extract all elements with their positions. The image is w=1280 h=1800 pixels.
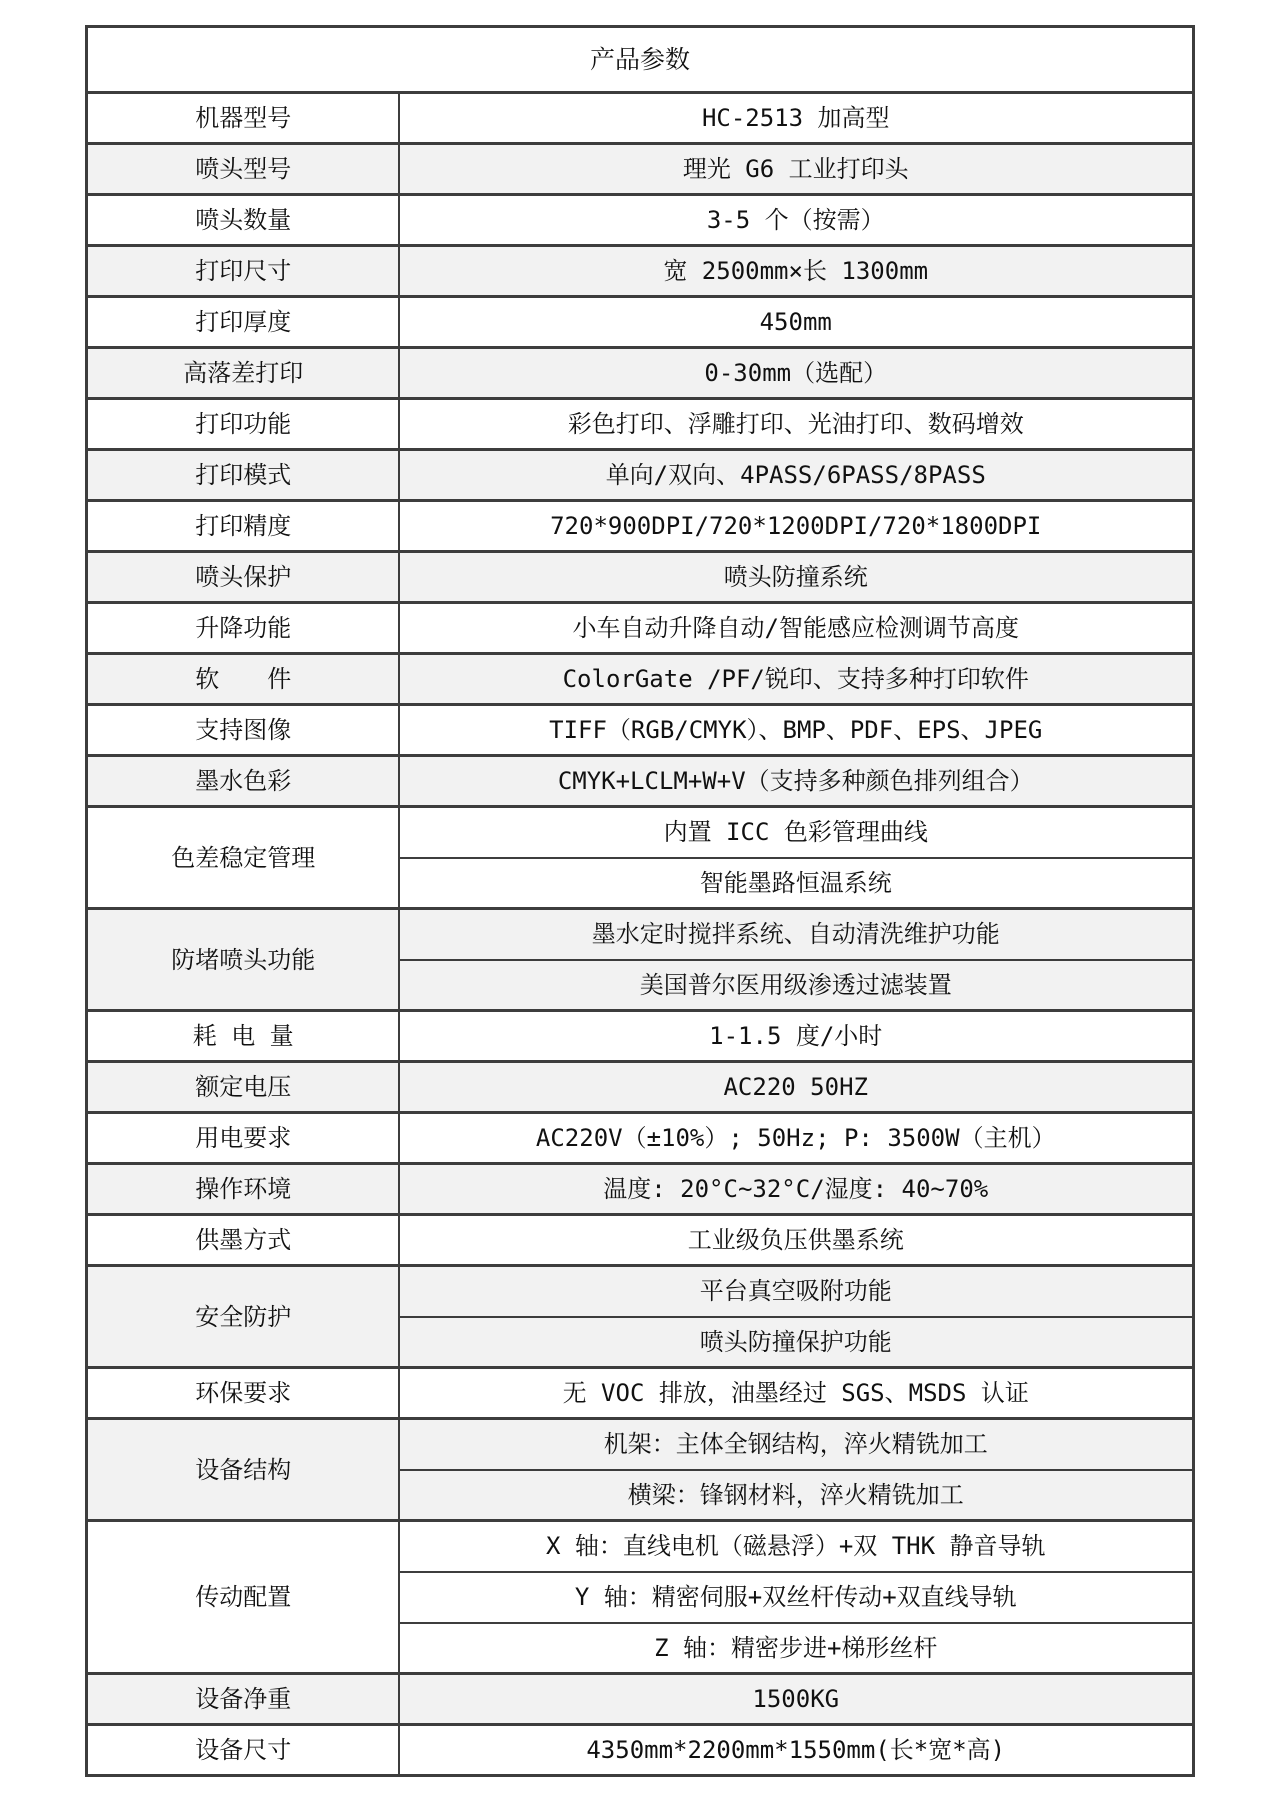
spec-value-cell: HC-2513 加高型 bbox=[399, 93, 1193, 144]
spec-label-cell: 用电要求 bbox=[87, 1113, 399, 1164]
spec-row bbox=[87, 450, 1193, 501]
spec-row bbox=[87, 807, 1193, 858]
table-header-row bbox=[87, 27, 1193, 93]
spec-row bbox=[87, 297, 1193, 348]
spec-label-cell: 墨水色彩 bbox=[87, 756, 399, 807]
spec-row bbox=[87, 1521, 1193, 1572]
spec-label-cell: 支持图像 bbox=[87, 705, 399, 756]
spec-label-cell: 设备结构 bbox=[87, 1419, 399, 1521]
spec-row bbox=[87, 195, 1193, 246]
spec-row bbox=[87, 756, 1193, 807]
product-spec-table bbox=[85, 25, 1194, 1777]
spec-value-cell: X 轴：直线电机（磁悬浮）+双 THK 静音导轨 bbox=[399, 1521, 1193, 1572]
spec-label-cell: 喷头数量 bbox=[87, 195, 399, 246]
spec-label-cell: 操作环境 bbox=[87, 1164, 399, 1215]
spec-value-cell: 宽 2500mm×长 1300mm bbox=[399, 246, 1193, 297]
spec-label-cell: 打印精度 bbox=[87, 501, 399, 552]
spec-value-cell: 450mm bbox=[399, 297, 1193, 348]
spec-value-cell: 1500KG bbox=[399, 1674, 1193, 1725]
spec-table-body bbox=[87, 93, 1193, 1776]
spec-label-cell: 打印功能 bbox=[87, 399, 399, 450]
spec-value-cell: 小车自动升降自动/智能感应检测调节高度 bbox=[399, 603, 1193, 654]
spec-value-cell: TIFF（RGB/CMYK）、BMP、PDF、EPS、JPEG bbox=[399, 705, 1193, 756]
spec-row bbox=[87, 1266, 1193, 1317]
spec-label-cell: 打印厚度 bbox=[87, 297, 399, 348]
spec-value-cell: 3-5 个（按需） bbox=[399, 195, 1193, 246]
spec-row bbox=[87, 1062, 1193, 1113]
spec-row bbox=[87, 1215, 1193, 1266]
spec-row bbox=[87, 246, 1193, 297]
spec-row bbox=[87, 1011, 1193, 1062]
spec-row bbox=[87, 705, 1193, 756]
spec-label-cell: 安全防护 bbox=[87, 1266, 399, 1368]
spec-label-cell: 环保要求 bbox=[87, 1368, 399, 1419]
spec-row bbox=[87, 1674, 1193, 1725]
spec-label-cell: 色差稳定管理 bbox=[87, 807, 399, 909]
spec-label-cell: 机器型号 bbox=[87, 93, 399, 144]
spec-row bbox=[87, 603, 1193, 654]
spec-row bbox=[87, 1113, 1193, 1164]
spec-row bbox=[87, 552, 1193, 603]
spec-value-cell: 机架：主体全钢结构，淬火精铣加工 bbox=[399, 1419, 1193, 1470]
spec-label-cell: 额定电压 bbox=[87, 1062, 399, 1113]
spec-row bbox=[87, 399, 1193, 450]
spec-value-cell: 智能墨路恒温系统 bbox=[399, 858, 1193, 909]
spec-value-cell: ColorGate /PF/锐印、支持多种打印软件 bbox=[399, 654, 1193, 705]
spec-value-cell: 工业级负压供墨系统 bbox=[399, 1215, 1193, 1266]
spec-value-cell: 温度: 20°C~32°C/湿度: 40~70% bbox=[399, 1164, 1193, 1215]
spec-value-cell: 1-1.5 度/小时 bbox=[399, 1011, 1193, 1062]
spec-value-cell: 彩色打印、浮雕打印、光油打印、数码增效 bbox=[399, 399, 1193, 450]
spec-value-cell: 喷头防撞保护功能 bbox=[399, 1317, 1193, 1368]
spec-label-cell: 设备尺寸 bbox=[87, 1725, 399, 1776]
spec-value-cell: 平台真空吸附功能 bbox=[399, 1266, 1193, 1317]
spec-label-cell: 打印模式 bbox=[87, 450, 399, 501]
spec-value-cell: 4350mm*2200mm*1550mm(长*宽*高) bbox=[399, 1725, 1193, 1776]
spec-value-cell: Y 轴：精密伺服+双丝杆传动+双直线导轨 bbox=[399, 1572, 1193, 1623]
spec-row bbox=[87, 654, 1193, 705]
spec-value-cell: CMYK+LCLM+W+V（支持多种颜色排列组合） bbox=[399, 756, 1193, 807]
spec-label-cell: 喷头保护 bbox=[87, 552, 399, 603]
spec-value-cell: AC220 50HZ bbox=[399, 1062, 1193, 1113]
spec-row bbox=[87, 1725, 1193, 1776]
spec-value-cell: AC220V（±10%）; 50Hz; P: 3500W（主机） bbox=[399, 1113, 1193, 1164]
spec-row bbox=[87, 501, 1193, 552]
spec-row bbox=[87, 909, 1193, 960]
spec-value-cell: 喷头防撞系统 bbox=[399, 552, 1193, 603]
spec-value-cell: 无 VOC 排放，油墨经过 SGS、MSDS 认证 bbox=[399, 1368, 1193, 1419]
spec-value-cell: 单向/双向、4PASS/6PASS/8PASS bbox=[399, 450, 1193, 501]
spec-row bbox=[87, 1368, 1193, 1419]
spec-label-cell: 高落差打印 bbox=[87, 348, 399, 399]
spec-label-cell: 打印尺寸 bbox=[87, 246, 399, 297]
spec-label-cell: 传动配置 bbox=[87, 1521, 399, 1674]
spec-value-cell: 理光 G6 工业打印头 bbox=[399, 144, 1193, 195]
spec-value-cell: Z 轴：精密步进+梯形丝杆 bbox=[399, 1623, 1193, 1674]
spec-value-cell: 墨水定时搅拌系统、自动清洗维护功能 bbox=[399, 909, 1193, 960]
spec-value-cell: 内置 ICC 色彩管理曲线 bbox=[399, 807, 1193, 858]
spec-label-cell: 升降功能 bbox=[87, 603, 399, 654]
spec-label-cell: 耗 电 量 bbox=[87, 1011, 399, 1062]
spec-label-cell: 防堵喷头功能 bbox=[87, 909, 399, 1011]
spec-row bbox=[87, 144, 1193, 195]
spec-label-cell: 喷头型号 bbox=[87, 144, 399, 195]
spec-value-cell: 美国普尔医用级渗透过滤装置 bbox=[399, 960, 1193, 1011]
spec-value-cell: 0-30mm（选配） bbox=[399, 348, 1193, 399]
spec-label-cell: 软 件 bbox=[87, 654, 399, 705]
spec-row bbox=[87, 348, 1193, 399]
spec-label-cell: 设备净重 bbox=[87, 1674, 399, 1725]
spec-value-cell: 横梁：锋钢材料，淬火精铣加工 bbox=[399, 1470, 1193, 1521]
spec-row bbox=[87, 1419, 1193, 1470]
spec-value-cell: 720*900DPI/720*1200DPI/720*1800DPI bbox=[399, 501, 1193, 552]
spec-row bbox=[87, 1164, 1193, 1215]
spec-label-cell: 供墨方式 bbox=[87, 1215, 399, 1266]
spec-row bbox=[87, 93, 1193, 144]
table-title: 产品参数 bbox=[87, 27, 1193, 93]
